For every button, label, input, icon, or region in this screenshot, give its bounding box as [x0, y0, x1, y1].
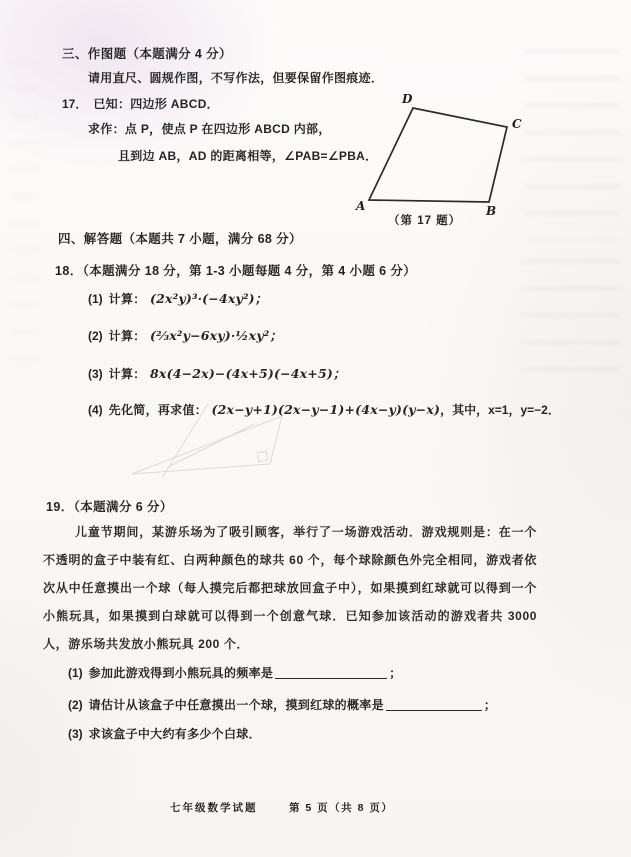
q18-item-1-number: (1): [88, 292, 103, 306]
q18-item-4-expression: (2x−y+1)(2x−y−1)+(4x−y)(y−x): [211, 402, 441, 417]
bleed-smudge-right-mid: [520, 260, 620, 390]
vertex-label-d: D: [402, 92, 413, 106]
q18-item-1-label: 计算：: [108, 292, 146, 306]
q19-item-3-text: 求该盒子中大约有多少个白球．: [88, 727, 261, 741]
q19-item-2-tail: ；: [483, 698, 497, 712]
q19-item-1-text: 参加此游戏得到小熊玩具的频率是: [88, 666, 274, 680]
vertex-label-b: B: [486, 204, 497, 218]
q18-item-3: [88, 364, 346, 383]
q18-item-2: [88, 326, 282, 345]
q17-line: [62, 95, 219, 113]
q19-item-3-number: (3): [68, 727, 83, 741]
q19-body-paragraph: 儿童节期间，某游乐场为了吸引顾客，举行了一场游戏活动．游戏规则是：在一个不透明的盒子中装有红、白两种颜色的球共 60 个，每个球除颜色外完全相同，游戏者依次从中任意摸出一个球（每人摸完后都把球放回盒子中），如果摸到红球就可以得到一个小熊玩具，如果摸到白球就可以得到一个创意气球．已知参加该活动的游戏者共 3000 人，游乐场共发放小熊玩具 200 个．: [43, 525, 537, 651]
q17-figure-caption: （第 17 题）: [388, 215, 462, 227]
q18-item-2-expression: (⅔x²y−6xy)·½xy²；: [150, 328, 283, 343]
q18-item-4-number: (4): [88, 403, 103, 417]
bleed-smudge-left: [12, 60, 38, 380]
q19-heading: 19．（本题满分 6 分）: [46, 500, 173, 514]
q19-item-3: [68, 725, 261, 743]
q18-item-2-label: 计算：: [108, 329, 146, 343]
q18-item-2-number: (2): [88, 329, 103, 343]
q19-item-2: [68, 696, 496, 714]
quadrilateral-abcd-svg: [350, 86, 535, 211]
answer-blank-1: [275, 667, 387, 679]
q18-item-4-label: 先化简，再求值：: [108, 403, 208, 417]
q17-number: 17．: [62, 97, 88, 111]
q18-item-1-expression: (2x²y)³·(−4xy²)；: [150, 291, 268, 306]
q18-item-3-expression: 8x(4−2x)−(4x+5)(−4x+5)；: [150, 366, 346, 381]
q19-item-1: [68, 664, 402, 682]
q18-item-4: [88, 401, 560, 419]
q18-item-3-label: 计算：: [108, 367, 146, 381]
q18-item-4-tail: ，其中，x=1，y=−2．: [440, 403, 560, 417]
footer-paper-title: 七年级数学试题: [170, 802, 258, 814]
bleed-smudge-right-top: [525, 50, 620, 240]
section3-heading: 三、作图题（本题满分 4 分）: [62, 47, 232, 61]
q17-given: 已知：四边形 ABCD．: [93, 97, 219, 111]
section4-heading: 四、解答题（本题共 7 小题，满分 68 分）: [58, 232, 302, 246]
q18-item-3-number: (3): [88, 367, 103, 381]
q17-require-line1: 求作：点 P，使点 P 在四边形 ABCD 内部，: [88, 122, 331, 136]
q19-item-1-tail: ；: [389, 666, 402, 680]
vertex-label-c: C: [512, 117, 522, 131]
q18-heading: 18．（本题满分 18 分，第 1-3 小题每题 4 分，第 4 小题 6 分）: [55, 264, 417, 278]
footer-page-number: 第 5 页（共 8 页）: [289, 802, 394, 814]
vertex-label-a: A: [356, 199, 366, 213]
answer-blank-2: [386, 699, 482, 711]
q19-item-2-number: (2): [68, 698, 83, 712]
q17-require-line2: 且到边 AB，AD 的距离相等，∠PAB=∠PBA．: [118, 149, 378, 163]
q19-item-1-number: (1): [68, 666, 83, 680]
q19-item-2-text: 请估计从该盒子中任意摸出一个球，摸到红球的概率是: [88, 698, 384, 712]
q17-figure: [350, 86, 535, 236]
q18-item-1: [88, 289, 267, 308]
section3-instruction: 请用直尺、圆规作图，不写作法，但要保留作图痕迹．: [88, 71, 384, 85]
